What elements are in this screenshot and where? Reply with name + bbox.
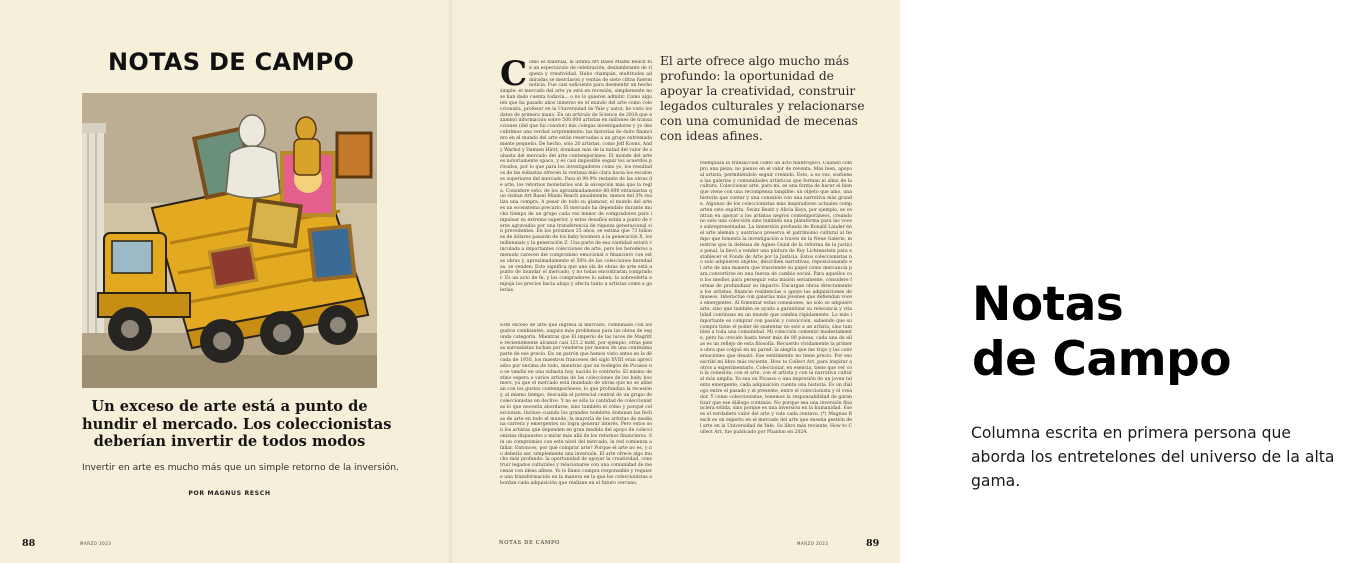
pull-quote-line: con una comunidad de mecenas: [660, 114, 858, 129]
pull-quote-line: apoyar la creatividad, construir: [660, 84, 856, 99]
headline-line: Un exceso de arte está a punto de: [91, 398, 368, 415]
panel-title: [972, 277, 1231, 387]
panel-description-line: gama.: [971, 472, 1021, 490]
article-headline: [82, 398, 392, 451]
body-text: omo es habitual, la última Art Basel Miami Beach fue un espectáculo de celebración, deslumbrante de riqueza y creatividad. Hubo champán, multitudes admiradas se mezclaron y ventas de siete cifras fueron noticia. Fue casi suficiente para desmentir un hecho simple: el mercado del arte ya está en recesión, simplemente no se han dado cuenta todavía... o no lo quieren admitir. Como alguien que ha pasado años inmerso en el mundo del arte como coleccionista, profesor en la Universidad de Yale y autor, he visto los datos de primera mano. En un artículo de Science de 2018 que examinó información sobre 500,000 artistas en millones de transacciones (del que fui coautor) mis colegas investigadores y yo descubrimos una verdad sorprendente: las historias de éxito financiero en el mundo del arte están reservadas a un grupo extremadamente pequeño. De hecho, sólo 20 artistas, como Jeff Koons, Andy Warhol y Damien Hirst, dominan más de la mitad del valor de subasta del mercado del arte contemporáneo. El mundo del arte es notoriamente opaco, y es casi imposible seguir los acuerdos privados, por lo que para los investigadores como yo, los resultados de las subastas ofrecen la ventana más clara hacia los escalones superiores del mercado. Para el 99.9% restante de las obras de arte, los retornos monetarios son la excepción más que la regla. Considere esto: de los aproximadamente 80,000 entusiastas que visitan Art Basel Miami Beach anualmente, menos del 3% realiza una compra. A pesar de todo su glamour, el mundo del arte es un ecosistema precario. El mercado ha dependido durante mucho tiempo de un grupo cada vez menor de compradores para impulsar su extremo superior, y estos desafíos están a punto de verse agravados por una transferencia de riqueza generacional sin precedentes. En los próximos 25 años, se estima que 73 billones de dólares pasarán de los baby boomers a la generación X, los millennials y la generación Z. Una parte de esa cantidad estará vinculada a importantes colecciones de arte, pero los herederos a menudo carecen del compromiso emocional o financiero con estas obras y, aproximadamente el 50% de las colecciones heredadas, se venden. Esto significa que una ola de obras de arte está a punto de inundar el mercado, y no todas encontrarán comprador. Es un acto de fe, y los compradores lo saben; la sobreoferta empuja los precios hacia abajo y afecta tanto a artistas como a galerías.: [500, 60, 652, 293]
panel-description-line: aborda los entretelones del universo de la alta: [971, 448, 1335, 466]
dump-truck-illustration: [82, 93, 377, 388]
pull-quote-line: profundo: la oportunidad de: [660, 69, 834, 84]
panel-title-line: de Campo: [972, 332, 1231, 387]
body-column-3: [700, 161, 852, 525]
body-column-2: [500, 323, 652, 523]
pull-quote-line: con ideas afines.: [660, 129, 763, 144]
panel-description: [971, 421, 1356, 493]
page-number-right: 89: [866, 538, 880, 549]
panel-description-line: Columna escrita en primera persona que: [971, 424, 1292, 442]
body-text: reemplaza la transacción como un acto filantrópico. Cuando compro una pieza, no pienso en el valor de reventa. Más bien, apoyo al artista, permitiéndole seguir creando. Esto, a su vez, sostiene a las galerías y comunidades artísticas que forman el alma de la cultura. Coleccionar arte, para mí, es una forma de hacer el bien que viene con una recompensa tangible: un objeto que amo, una historia que contar y una conexión con una narrativa más grande. Algunos de los coleccionistas más inspiradores actuales comparten este espíritu. Swizz Beatz y Alicia Keys, por ejemplo, se centran en apoyar a los artistas negros contemporáneos, creando no solo una colección sino también una plataforma para las voces subrepresentadas. La inmersión profunda de Ronald Lauder en el arte alemán y austriaco preserva el patrimonio cultural al tiempo que fomenta la investigación a través de la Neue Galerie, mientras que la defensa de Agnes Gund de la reforma de la justicia penal, la llevó a vender una pintura de Roy Lichtenstein para establecer el Fondo de Arte por la Justicia. Estos coleccionistas no solo adquieren objetos, describen narrativas, reposicionando el arte de una manera que trasciende su papel como mercancía para convertirse en una fuerza de cambio social. Para aquellos con los medios para perseguir esta misión seriamente, considere formas de profundizar su impacto. Encargue obras directamente a los artistas, financie residencias o apoye las adquisiciones de museos. Interactúe con galerías más jóvenes que defiendan voces emergentes. Al fomentar estas conexiones, no solo se adquiere arte, sino que también se ayuda a garantizar su relevancia y vitalidad continuas en un mundo que cambia rápidamente. Lo más importante es comprar con pasión y convicción, sabiendo que su compra tiene el poder de sustentar no solo a un artista, sino también a toda una comunidad. Mi colección comenzó modestamente, pero ha crecido hasta tener más de 80 piezas, cada una de ellas es un reflejo de esta filosofía. Recuerdo vívidamente la primera obra que colgué en mi pared: la alegría que me trajo y las conversaciones que desató. Ese sentimiento no tiene precio. Por eso escribí mi libro más reciente, How to Collect Art, para inspirar a otros a experimentarlo. Coleccionar, en esencia, tiene que ver con la conexión: con el arte, con el artista y con la narrativa cultural más amplia. Ya sea un Picasso o una impresión de un joven talento emergente, cada adquisición cuenta una historia. Es un diálogo entre el pasado y el presente, entre el coleccionista y el creador. Y como coleccionistas, tenemos la responsabilidad de garantizar que ese diálogo continúe. No porque sea una inversión financiera sólida, sino porque es una inversión en la humanidad. Ese es el verdadero valor del arte y vale cada centavo. (*) Magnus Resch es un experto en el mercado del arte que enseña gestión del arte en la Universidad de Yale. Su libro más reciente, How to Collect Art, fue publicado por Phaidon en 2024.: [700, 161, 852, 435]
article-byline: POR MAGNUS RESCH: [188, 490, 271, 497]
body-column-1: [500, 60, 652, 322]
footer-section-title: NOTAS DE CAMPO: [499, 540, 561, 546]
page-date-left: MARZO 2023: [80, 541, 112, 546]
page-date-right: MARZO 2023: [797, 541, 829, 546]
article-dek: Invertir en arte es mucho más que un simple retorno de la inversión.: [82, 462, 399, 473]
page-gutter: [449, 0, 452, 563]
body-text: Este exceso de arte que ingresa al mercado, combinado con los gustos cambiantes, augura más problemas para las obras de segunda categoría. Mientras que El imperio de las luces de Magritte recientemente alcanzó casi 121.2 mdd, por ejemplo, otras piezas surrealistas luchan por venderse por menos de una centésima parte de ese precio. En un patrón que hemos visto antes en la década de 1930, los maestros franceses del siglo XVIII eran apreciados por encima de todo, mientras que un bodegón de Picasso no se vendió en una subasta hoy, nacido lo contrario. El mismo destino espera a varios artistas de las colecciones de los baby boomers, ya que el mercado está inundado de obras que no se alinean con los gustos contemporáneos, lo que profundiza la recesión y, al mismo tiempo, descuida el potencial central de un grupo de coleccionistas en declive. Y no es sólo la cantidad de coleccionistas lo que necesita abordarse, sino también el cómo y porqué coleccionan. Incluso cuando los grandes nombres dominan las fechas de arte en todo el mundo, la mayoría de los artistas de mediana carrera y emergentes no logra generar interés. Pero estos son los artistas que dependen en gran medida del apoyo de coleccionistas dispuestos a mirar más allá de los retornos financieros. Sin un compromiso con este nivel del mercado, la red comienza a fallar. Entonces, por qué comprar arte? Porque el arte no es, y no debería ser, simplemente una inversión. El arte ofrece algo mucho más profundo: la oportunidad de apoyar la creatividad, construir legados culturales y relacionarse con una comunidad de mecenas con ideas afines. Yo lo llamo compra responsable y requiere una transformación en la manera en la que los coleccionistas abordan cada adquisición que realizan en el futuro cercano.: [500, 323, 652, 486]
drop-cap: C: [500, 60, 528, 94]
pull-quote: [660, 54, 865, 145]
pull-quote-line: legados culturales y relacionarse: [660, 99, 865, 114]
headline-line: hundir el mercado. Los coleccionistas: [82, 415, 392, 433]
page-number-left: 88: [22, 538, 36, 549]
pull-quote-line: El arte ofrece algo mucho más: [660, 54, 850, 68]
headline-line: deberían invertir de todos modos: [93, 433, 366, 450]
section-title: NOTAS DE CAMPO: [108, 48, 355, 76]
panel-title-line: Notas: [972, 277, 1124, 332]
